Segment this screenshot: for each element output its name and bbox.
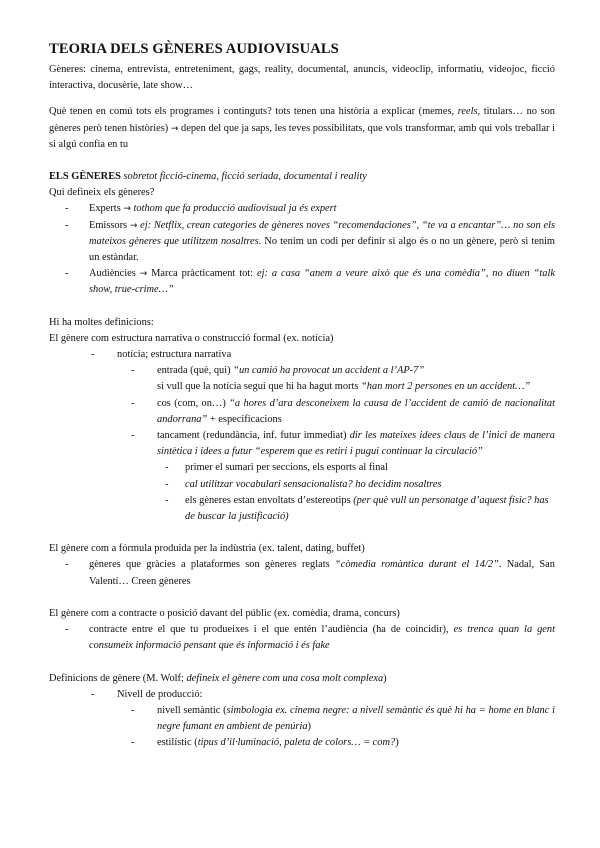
list-item-noticia: - notícia; estructura narrativa [91,349,232,361]
list-item-audiencies: - Audiències → Marca pràcticament tot: ej: a casa “anem a veure això que és una comèdia”, no diuen “talk show, true-crime…” [65,268,556,296]
item-normal: Marca pràcticament tot: [147,268,254,280]
item-italic: cal utilitzar vocabulari sensacionalista? ho decidim nosaltres [185,478,442,490]
section-genres-heading [49,169,555,185]
item-quote: “còmedia romàntica durant el 14/2” [334,559,499,571]
narrative-heading: El gènere com estructura narrativa o construcció formal (ex. notícia) [49,332,334,344]
question-text-b: , titulars… no son gèneres però tenen històries) [49,106,555,134]
list-item-entrada: - entrada (què, qui) “un camió ha provocat un accident a l’AP-7” si vull que la notícia segui que hi ha hagut morts “han mort 2 persones en un accident…” [131,365,531,393]
arrow-icon: → [170,123,179,134]
item-text: ) [395,737,399,749]
definitions-intro: Hi ha moltes definicions: [49,316,154,328]
item-text: els gèneres estan envoltats d’estereotips [185,494,354,506]
item-text: gèneres que gràcies a plataformes son gèneres reglats [89,559,335,571]
list-item-semantic: - nivell semàntic (simbologia ex. cinema negre: a nivell semàntic és què hi ha = home en blanc i negre fumant en ambient de penúria) [131,704,555,733]
contract-heading: El gènere com a contracte o posició davant del públic (ex. comèdia, drama, concurs) [49,607,400,619]
item-normal: No tenim un codi per definir si algo és o no un gènere, però si tenim un estàndar. [89,235,555,264]
item-quote: “a hores d’ara desconeixem la causa de l’accident de camió de nacionalitat andorrana” [157,397,555,425]
item-text: tancament (redundància, inf. futur immediat) [157,430,350,442]
list-item-emissors: - Emissors → ej: Netflix, crean categories de gèneres noves “recomendaciones”, “te va a encantar”… no son els mateixos gèneres que utilitzem nosaltres. No tenim un codi per definir si algo és o no un gènere, però si tenim un estàndar. [65,219,555,264]
item-text: + especificacions [207,413,282,425]
item-quote: “un camió ha provocat un accident a l’AP-7” [233,365,425,377]
arrow-icon: → [129,220,138,231]
item-italic: simbologia ex. cinema negre: a nivell semàntic és què hi ha = home en blanc i negre fumant en ambient de penúria [157,704,555,733]
who-defines-question: Qui defineix els gèneres? [49,187,155,199]
item-text: entrada (què, qui) [157,365,234,377]
list-item-vocabulari: - cal utilitzar vocabulari sensacionalista? ho decidim nosaltres [165,478,442,490]
arrow-icon: → [123,204,131,215]
item-italic: tipus d’il·luminació, paleta de colors… = com? [197,737,396,749]
list-item-nivell: - Nivell de producció: [91,688,203,700]
list-item-sumari: - primer el sumari per seccions, els esports al final [165,462,388,474]
document-page [49,40,555,752]
item-italic: es trenca quan la gent consumeix informació pensant que és informació i és fake [89,624,555,652]
formula-heading: El gènere com a fórmula produida per la indùstria (ex. talent, dating, buffet) [49,543,365,555]
item-text: cos (com, on…) [157,397,230,409]
wolf-list [49,687,555,752]
list-item-experts: - Experts → tothom que fa producció audiovisual ja és expert [65,203,337,215]
item-italic: ej: Netflix, crean categories de gèneres noves “recomendaciones”, “te va a encantar”… no son els mateixos gèneres que utilitzem nosaltres. [89,219,555,247]
item-quote: dir les mateixes idees claus de l’inici de manera sintètica i idees a futur “esperem que es retiri i pugui continuar la circulació” [157,430,555,458]
item-text: contracte entre el que tu produeixes i el que entén l’audiència (ha de coincidir), [89,624,454,636]
item-italic: (per què vull un personatge d’aquest físic? has de buscar la justificació) [185,494,549,523]
question-text-c: depen del que ja saps, les teves possibilitats, que vols transformar, amb qui vols treballar i si algú confia en tu [49,122,555,150]
item-label: Experts [89,203,124,215]
question-text-a: Què tenen en comú tots els programes i continguts? tots tenen una història a explicar (memes, [49,106,458,118]
definers-list [49,201,555,298]
list-item-cos: - cos (com, on…) “a hores d’ara desconeixem la causa de l’accident de camió de nacionalitat andorrana” + especificacions [131,397,555,425]
intro-paragraph: Gèneres: cinema, entrevista, entreteniment, gags, reality, documental, anuncis, videoclip, informatiu, videojoc, ficció interactiva, docusèrie, late show… [49,64,555,92]
list-item-tancament: - tancament (redundància, inf. futur immediat) dir les mateixes idees claus de l’inici de manera sintètica i idees a futur “esperem que es retiri i pugui continuar la circulació” [131,430,555,458]
heading-text: ) [383,672,387,684]
section-subtitle: sobretot ficció-cinema, ficció seriada, documental i reality [123,171,367,183]
list-item-estereotips: - els gèneres estan envoltats d’estereotips (per què vull un personatge d’aquest físic? has de buscar la justificació) [165,494,549,523]
item-label: Emissors [89,219,130,231]
item-text: estilístic ( [157,737,198,749]
list-item-formula: - gèneres que gràcies a plataformes son gèneres reglats “còmedia romàntica durant el 14/2”. Nadal, San Valentí… Creen gèneres [65,559,555,587]
wolf-heading [49,671,555,687]
contract-list [49,622,555,654]
narrative-list [49,347,555,525]
heading-italic: defineix el gènere com una cosa molt complexa [186,672,384,684]
arrow-icon: → [139,269,148,280]
section-heading: ELS GÈNERES [49,171,121,183]
document-title: TEORIA DELS GÈNERES AUDIOVISUALS [49,41,339,57]
item-text: . Nadal, San Valentí… Creen gèneres [89,559,555,587]
item-text: si vull que la notícia segui que hi ha hagut morts [157,381,362,393]
item-text: notícia; estructura narrativa [117,349,232,361]
item-text: Nivell de producció: [117,688,203,700]
formula-list [49,557,555,589]
item-text: ) [307,721,312,733]
reels-word: reels [457,106,478,118]
question-paragraph [49,104,555,153]
item-quote: “han mort 2 persones en un accident…” [361,381,531,393]
heading-text: Definicions de gènere (M. Wolf; [49,672,187,684]
list-item-estilistic: - estilístic (tipus d’il·luminació, paleta de colors… = com?) [131,737,399,749]
item-text: primer el sumari per seccions, els esports al final [185,462,388,474]
item-italic: tothom que fa producció audiovisual ja és expert [130,203,337,215]
item-text: nivell semàntic ( [157,704,227,716]
list-item-contract: - contracte entre el que tu produeixes i el que entén l’audiència (ha de coincidir), es trenca quan la gent consumeix informació pensant que és informació i és fake [65,624,555,652]
item-label: Audiències [89,268,140,280]
item-italic: ej: a casa “anem a veure això que és una comèdia”, no diuen “talk show, true-crime…” [89,268,556,296]
